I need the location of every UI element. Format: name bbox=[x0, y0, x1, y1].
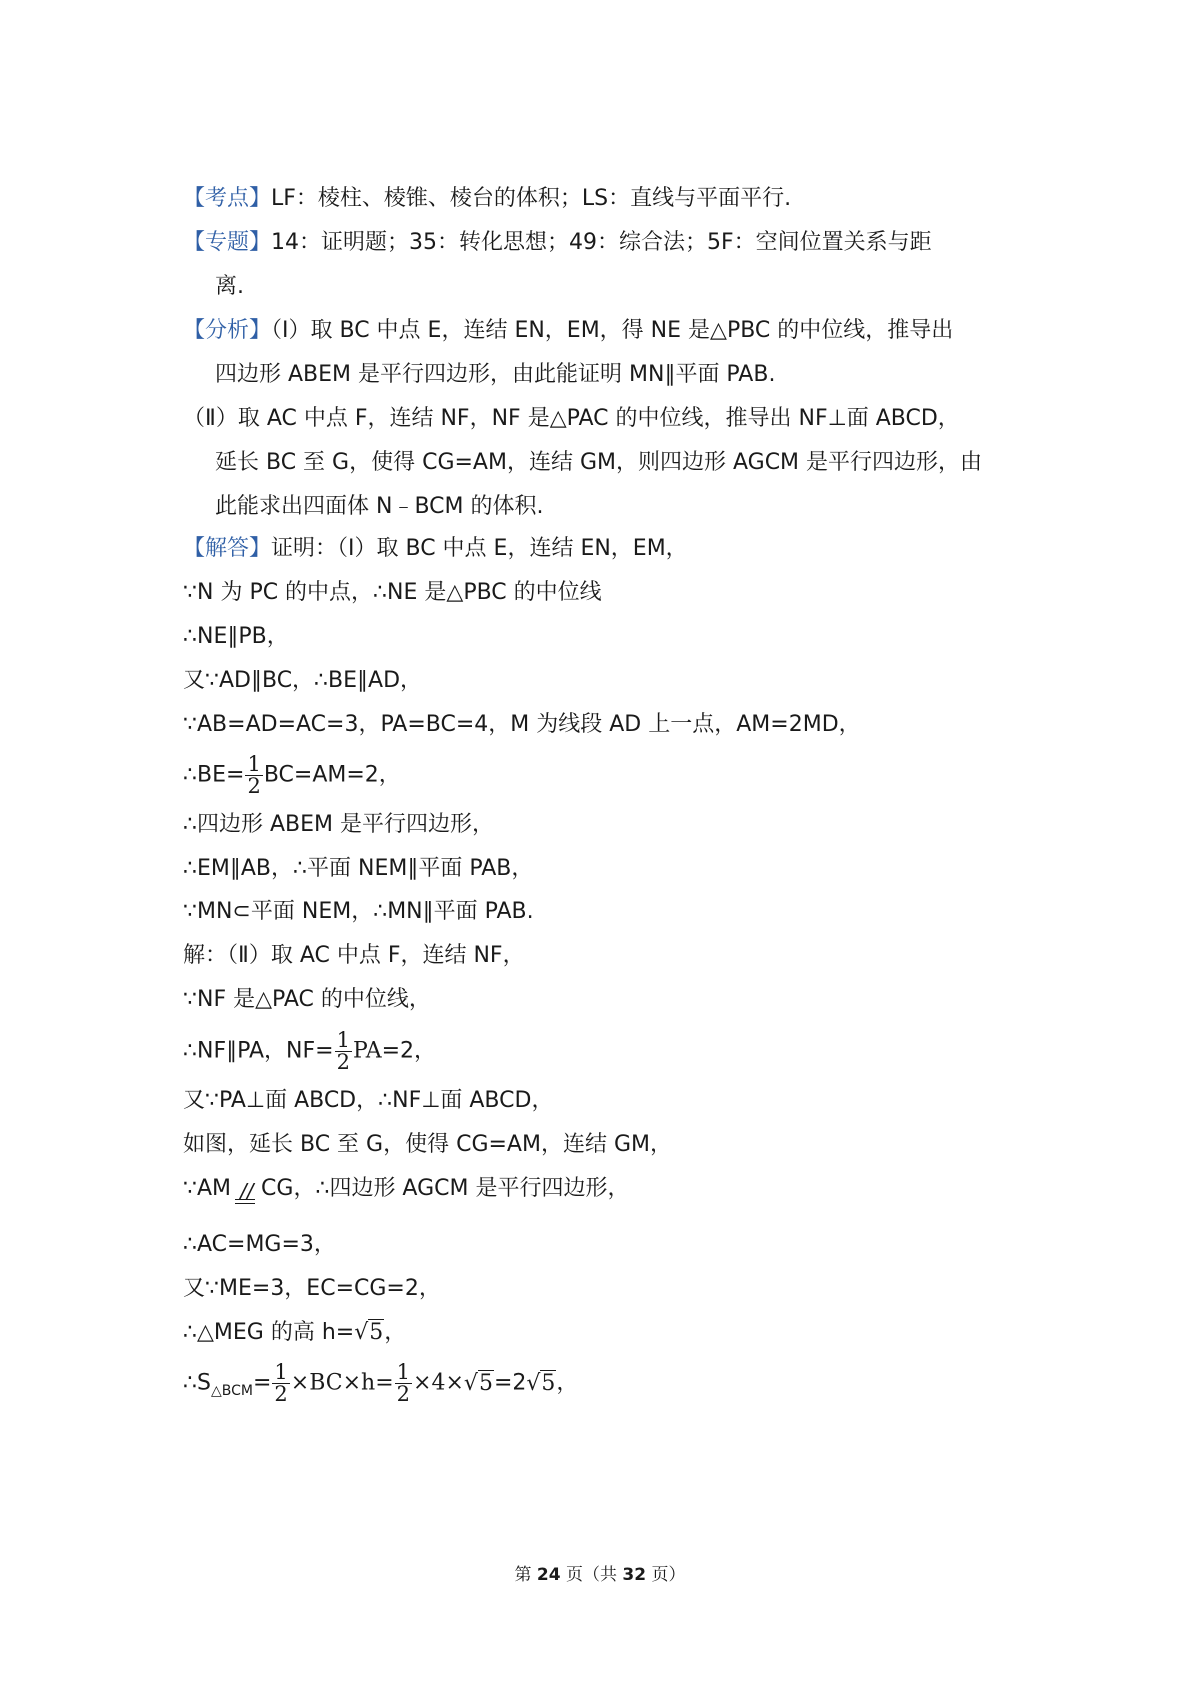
footer-text: 页） bbox=[646, 1565, 686, 1585]
proof-line-fraction bbox=[183, 754, 401, 797]
page-footer bbox=[0, 1560, 1200, 1585]
proof-line: ∵NF 是△PAC 的中位线， bbox=[183, 987, 431, 1012]
footer-text: 第 bbox=[514, 1565, 537, 1585]
parallel-equal-symbol bbox=[231, 1174, 261, 1204]
fenxi-line-5: 此能求出四面体 N﹣BCM 的体积. bbox=[215, 494, 544, 519]
fenxi-line bbox=[183, 316, 953, 346]
denominator: 2 bbox=[247, 774, 261, 798]
parallel-bars: // bbox=[240, 1179, 254, 1203]
fraction-half bbox=[395, 1362, 412, 1405]
numerator: 1 bbox=[274, 1360, 288, 1384]
text: ， bbox=[384, 1320, 407, 1345]
fraction-half bbox=[245, 754, 262, 797]
zhuanti-text: 14：证明题；35：转化思想；49：综合法；5F：空间位置关系与距 bbox=[271, 230, 932, 255]
kaodian-tag: 【考点】 bbox=[183, 186, 272, 211]
proof-line: ∴AC=MG=3， bbox=[183, 1232, 336, 1257]
denominator: 2 bbox=[274, 1382, 288, 1406]
sqrt-five: √5 bbox=[354, 1320, 384, 1345]
text: ×4× bbox=[413, 1370, 464, 1396]
proof-line: ∵N 为 PC 的中点，∴NE 是△PBC 的中位线 bbox=[183, 580, 602, 605]
proof-line: ∴NE∥PB， bbox=[183, 624, 289, 649]
proof-line-sqrt bbox=[183, 1318, 406, 1348]
proof-line-area bbox=[183, 1362, 578, 1405]
zhuanti-line bbox=[183, 228, 932, 258]
proof-line: 如图，延长 BC 至 G，使得 CG=AM，连结 GM， bbox=[183, 1132, 672, 1157]
text: =2 bbox=[493, 1370, 527, 1396]
text: PA bbox=[352, 1038, 382, 1064]
numerator: 1 bbox=[247, 752, 261, 776]
proof-line: 又∵AD∥BC，∴BE∥AD， bbox=[183, 668, 423, 693]
proof-line: 又∵PA⊥面 ABCD，∴NF⊥面 ABCD， bbox=[183, 1088, 554, 1113]
text: ， bbox=[556, 1370, 579, 1396]
proof-line-fraction bbox=[183, 1030, 436, 1073]
fenxi-tag: 【分析】 bbox=[183, 318, 272, 343]
page-number: 24 bbox=[536, 1565, 561, 1585]
proof-line: ∴四边形 ABEM 是平行四边形， bbox=[183, 812, 495, 837]
sqrt-five: √5 bbox=[526, 1370, 556, 1396]
proof-line: ∴EM∥AB，∴平面 NEM∥平面 PAB， bbox=[183, 856, 534, 881]
jieda-tag: 【解答】 bbox=[183, 536, 272, 561]
denominator: 2 bbox=[396, 1382, 411, 1406]
kaodian-line bbox=[183, 184, 791, 214]
total-pages: 32 bbox=[622, 1565, 647, 1585]
jieda-line bbox=[183, 534, 688, 564]
fraction-half bbox=[272, 1362, 289, 1405]
text: CG，∴四边形 AGCM 是平行四边形， bbox=[261, 1176, 630, 1201]
text: BC=AM=2， bbox=[263, 762, 401, 788]
footer-text: 页（共 bbox=[560, 1565, 623, 1585]
jieda-text: 证明：（Ⅰ）取 BC 中点 E，连结 EN，EM， bbox=[271, 536, 688, 561]
fraction-half bbox=[335, 1030, 352, 1073]
proof-line: ∵MN⊂平面 NEM，∴MN∥平面 PAB. bbox=[183, 899, 534, 924]
radicand: 5 bbox=[369, 1320, 384, 1345]
zhuanti-tag: 【专题】 bbox=[183, 230, 272, 255]
text: = bbox=[252, 1370, 272, 1396]
sqrt-five: √5 bbox=[463, 1370, 493, 1396]
text: ∵AM bbox=[183, 1176, 232, 1201]
kaodian-text: LF：棱柱、棱锥、棱台的体积；LS：直线与平面平行. bbox=[271, 186, 792, 211]
numerator: 1 bbox=[336, 1028, 350, 1052]
proof-line: 解：（Ⅱ）取 AC 中点 F，连结 NF， bbox=[183, 943, 525, 968]
fenxi-line-3: （Ⅱ）取 AC 中点 F，连结 NF，NF 是△PAC 的中位线，推导出 NF⊥面 ABCD， bbox=[183, 406, 960, 431]
text: ∴S bbox=[183, 1370, 211, 1396]
radicand: 5 bbox=[478, 1370, 493, 1396]
proof-line: ∵AB=AD=AC=3，PA=BC=4，M 为线段 AD 上一点，AM=2MD， bbox=[183, 712, 861, 737]
fenxi-text: （Ⅰ）取 BC 中点 E，连结 EN，EM，得 NE 是△PBC 的中位线，推导出 bbox=[271, 318, 954, 343]
fenxi-line-2: 四边形 ABEM 是平行四边形，由此能证明 MN∥平面 PAB. bbox=[215, 362, 776, 387]
zhuanti-line-2: 离. bbox=[215, 274, 244, 299]
radicand: 5 bbox=[541, 1370, 556, 1396]
fenxi-line-4: 延长 BC 至 G，使得 CG=AM，连结 GM，则四边形 AGCM 是平行四边形，由 bbox=[215, 450, 983, 475]
text: ×BC×h= bbox=[290, 1370, 394, 1396]
text: ∴BE= bbox=[183, 762, 245, 788]
text: ∴△MEG 的高 h= bbox=[183, 1320, 355, 1345]
denominator: 2 bbox=[336, 1050, 350, 1074]
text: ∴NF∥PA，NF= bbox=[183, 1038, 334, 1064]
numerator: 1 bbox=[396, 1360, 411, 1384]
proof-line: 又∵ME=3，EC=CG=2， bbox=[183, 1276, 441, 1301]
subscript: △BCM bbox=[210, 1382, 253, 1399]
proof-line-pareq bbox=[183, 1174, 629, 1204]
text: =2， bbox=[381, 1038, 437, 1064]
